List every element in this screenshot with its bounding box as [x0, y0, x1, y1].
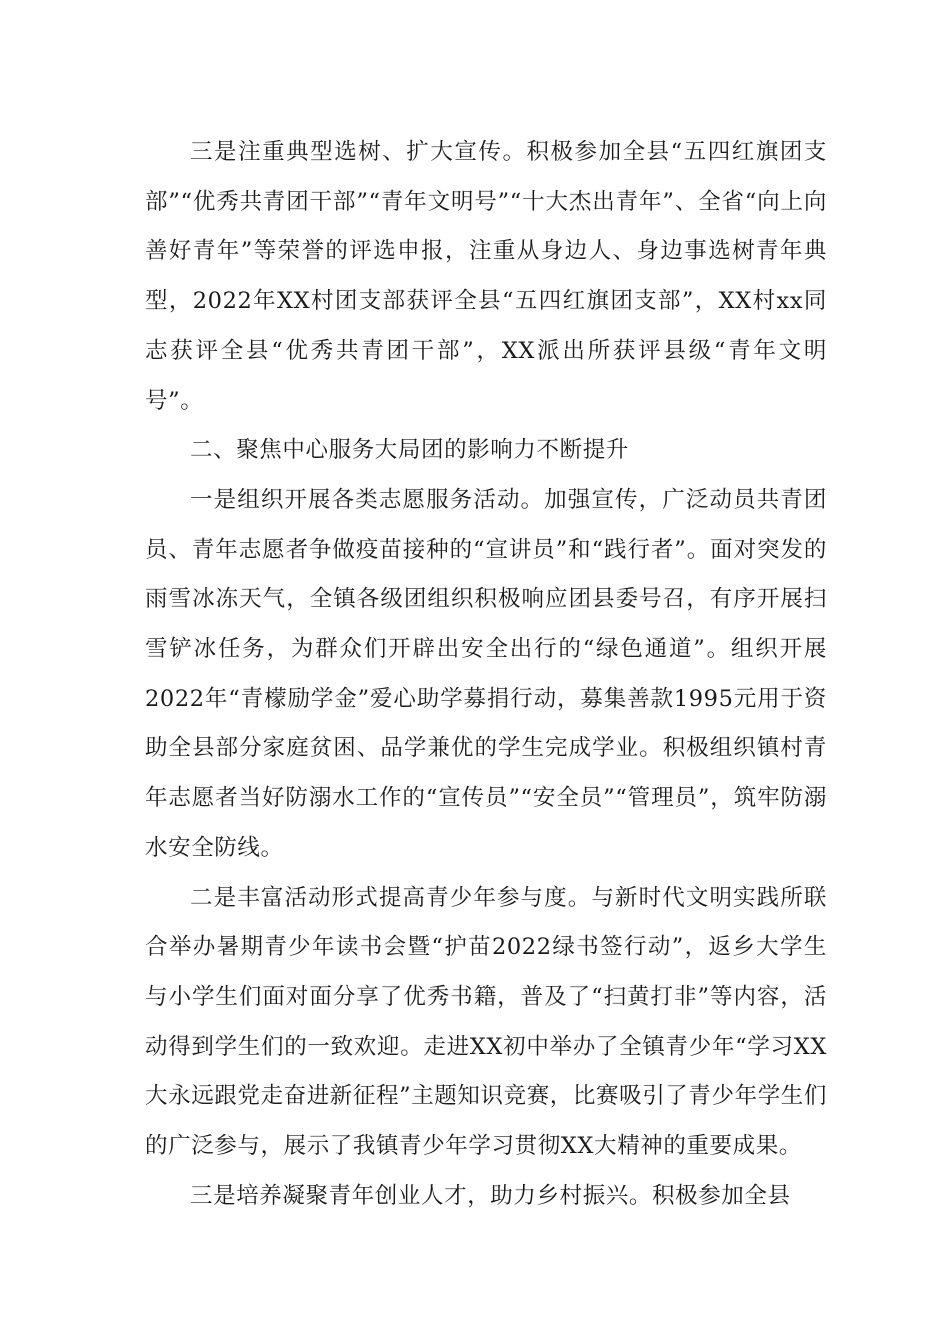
- paragraph-youth-entrepreneurs: 三是培养凝聚青年创业人才，助力乡村振兴。积极参加全县: [190, 1182, 791, 1209]
- paragraph-volunteer-service: 一是组织开展各类志愿服务活动。加强宣传，广泛动员共青团员、青年志愿者争做疫苗接种的“宣讲员”和“践行者”。面对突发的雨雪冰冻天气，全镇各级团组织积极响应团县委号召，有序开展扫雪铲冰任务，为群众们开辟出安全出行的“绿色通道”。组织开展2022年“青檬励学金”爱心助学募捐行动，募集善款1995元用于资助全县部分家庭贫困、品学兼优的学生完成学业。积极组织镇村青年志愿者当好防溺水工作的“宣传员”“安全员”“管理员”，筑牢防溺水安全防线。: [145, 486, 827, 861]
- section-heading-two: 二、聚焦中心服务大局团的影响力不断提升: [190, 437, 629, 464]
- paragraph-youth-activities: 二是丰富活动形式提高青少年参与度。与新时代文明实践所联合举办暑期青少年读书会暨“护苗2022绿书签行动”，返乡大学生与小学生们面对面分享了优秀书籍，普及了“扫黄打非”等内容，活动得到学生们的一致欢迎。走进XX初中举办了全镇青少年“学习XX大永远跟党走奋进新征程”主题知识竞赛，比赛吸引了青少年学生们的广泛参与，展示了我镇青少年学习贯彻XX大精神的重要成果。: [145, 884, 828, 1160]
- paragraph-typical-selection: 三是注重典型选树、扩大宣传。积极参加全县“五四红旗团支部”“优秀共青团干部”“青年文明号”“十大杰出青年”、全省“向上向善好青年”等荣誉的评选申报，注重从身边人、身边事选树青年典型，2022年XX村团支部获评全县“五四红旗团支部”，XX村xx同志获评全县“优秀共青团干部”，XX派出所获评县级“青年文明号”。: [145, 139, 827, 414]
- document-body: [145, 128, 827, 1221]
